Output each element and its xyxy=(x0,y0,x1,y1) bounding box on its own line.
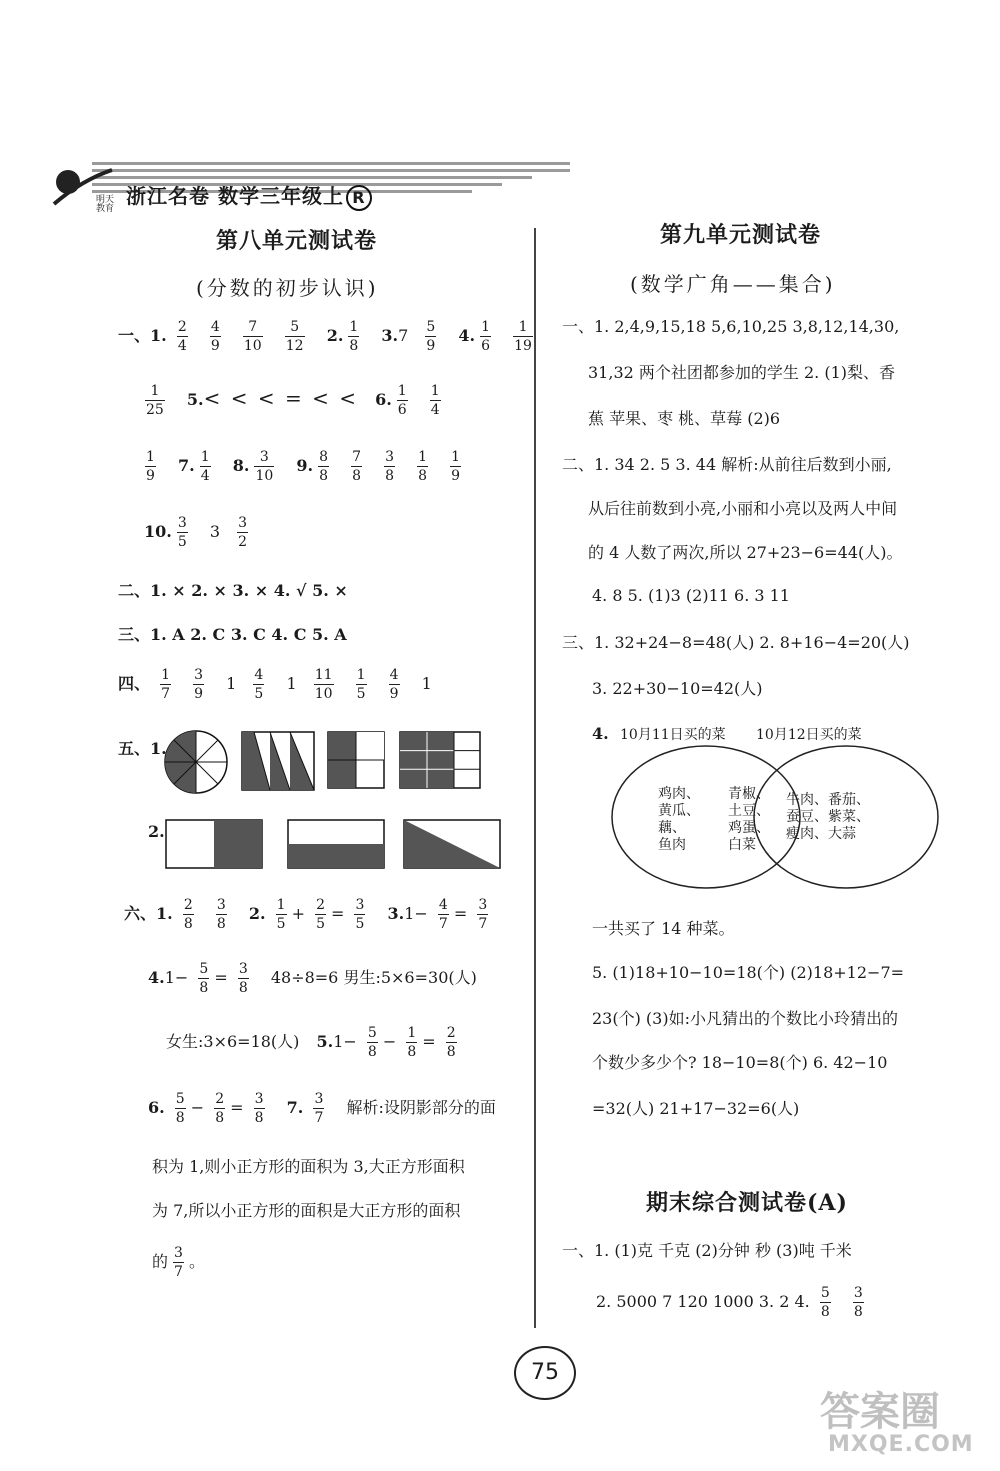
fraction: $\frac{5}{8}$ xyxy=(367,1025,377,1060)
right-line-1: 31,32 两个社团都参加的学生 2. (1)梨、香 xyxy=(588,363,895,382)
figure-circle-shaded xyxy=(162,728,230,796)
figure-rect-diagonal xyxy=(402,818,502,870)
left-s5-label2: 2. xyxy=(148,822,165,841)
fraction: $\frac{2}{8}$ xyxy=(215,1091,225,1126)
left-s6-line6: 为 7,所以小正方形的面积是大正方形的面积 xyxy=(152,1201,461,1220)
fraction: $\frac{3}{7}$ xyxy=(314,1091,324,1126)
right-line-6: 4. 8 5. (1)3 (2)11 6. 3 11 xyxy=(592,586,790,605)
right-line-0: 一、1. 2,4,9,15,18 5,6,10,25 3,8,12,14,30, xyxy=(562,317,900,336)
fraction: $\frac{8}{8}$ xyxy=(319,449,328,484)
right-line2-3: 个数少多少个? 18−10=8(个) 6. 42−10 xyxy=(592,1053,888,1072)
figure-square-quarters xyxy=(326,730,386,790)
fraction: $\frac{1}{8}$ xyxy=(418,449,428,484)
left-s6-line5: 积为 1,则小正方形的面积为 3,大正方形面积 xyxy=(152,1157,465,1176)
fraction: $\frac{1}{7}$ xyxy=(161,667,171,702)
left-s6-line4: 6. $\frac{5}{8}$ − $\frac{2}{8}$ = $\frac{3}{8}$ 7. $\frac{3}{7}$ 解析:设阴影部分的面 xyxy=(148,1091,496,1126)
fraction: $\frac{2}{4}$ xyxy=(177,319,187,354)
fraction: $\frac{3}{8}$ xyxy=(853,1285,863,1320)
right-line2-4: =32(人) 21+17−32=6(人) xyxy=(592,1099,800,1118)
right-title: 第九单元测试卷 xyxy=(660,222,822,248)
header-title xyxy=(126,180,372,211)
fraction: $\frac{3}{5}$ xyxy=(355,897,365,932)
watermark-text: 答案圈 xyxy=(820,1389,940,1435)
fraction: $\frac{3}{8}$ xyxy=(238,961,248,996)
watermark-url-text: MXQE.COM xyxy=(828,1432,974,1457)
left-s3: 三、1. A 2. C 3. C 4. C 5. A xyxy=(118,625,347,644)
fraction: $\frac{1}{8}$ xyxy=(349,319,359,354)
logo-line-2: 教育 xyxy=(96,204,115,214)
fraction: $\frac{1}{9}$ xyxy=(146,449,155,484)
left-s6-line3: 女生:3×6=18(人) 5.1− $\frac{5}{8}$ − $\frac{1}{8}$ = $\frac{2}{8}$ xyxy=(166,1025,456,1060)
figure-grid-rect xyxy=(398,730,482,790)
right-subtitle: (数学广角——集合) xyxy=(630,272,836,296)
fraction: $\frac{1}{5}$ xyxy=(276,897,286,932)
fraction: $\frac{1}{4}$ xyxy=(430,383,440,418)
left-s6-line2: 4.1− $\frac{5}{8}$ = $\frac{3}{8}$ 48÷8=6 男生:5×6=30(人) xyxy=(148,961,477,996)
fraction: $\frac{3}{10}$ xyxy=(255,449,274,484)
fraction: $\frac{2}{8}$ xyxy=(183,897,193,932)
venn-middle-items: 青椒、 土豆、 鸡蛋、 白菜 xyxy=(728,786,770,853)
right-line2-0: 一共买了 14 种菜。 xyxy=(592,919,735,938)
fraction: $\frac{1}{8}$ xyxy=(407,1025,417,1060)
fraction: $\frac{4}{9}$ xyxy=(210,319,220,354)
fraction: $\frac{1}{19}$ xyxy=(514,319,532,354)
final-exam-title: 期末综合测试卷(A) xyxy=(646,1190,848,1216)
fraction: $\frac{7}{10}$ xyxy=(243,319,262,354)
left-s1-line3: $\frac{1}{9}$ 7. $\frac{1}{4}$ 8. $\frac{3}{10}$ 9. $\frac{8}{8}$ $\frac{7}{8}$ $\frac{3}{8}$ $\frac{1}{8}$ $\frac{1}{9}$ xyxy=(146,449,461,484)
final-line-2: 2. 5000 7 120 1000 3. 2 4. $\frac{5}{8}$ $\frac{3}{8}$ xyxy=(596,1285,863,1320)
fraction: $\frac{3}{5}$ xyxy=(177,515,187,550)
watermark-url xyxy=(828,1432,974,1457)
left-s1-line2: $\frac{1}{25}$ 5.< < < = < < 6. $\frac{1}{6}$ $\frac{1}{4}$ xyxy=(146,383,440,418)
figure-parallelogram xyxy=(240,730,316,792)
fraction: $\frac{3}{2}$ xyxy=(238,515,248,550)
fraction: $\frac{5}{8}$ xyxy=(199,961,209,996)
left-s5-label1: 五、1. xyxy=(118,739,167,758)
final-line-1: 一、1. (1)克 千克 (2)分钟 秒 (3)吨 千米 xyxy=(562,1241,852,1260)
watermark-logo xyxy=(820,1380,940,1437)
fraction: $\frac{5}{12}$ xyxy=(285,319,304,354)
right-line-5: 的 4 人数了两次,所以 27+23−6=44(人)。 xyxy=(588,543,903,562)
right-line-8: 3. 22+30−10=42(人) xyxy=(592,679,763,698)
left-subtitle: (分数的初步认识) xyxy=(196,276,379,300)
venn-label-b: 10月12日买的菜 xyxy=(756,727,862,743)
fraction: $\frac{4}{7}$ xyxy=(438,897,448,932)
fraction: $\frac{2}{8}$ xyxy=(446,1025,456,1060)
fraction: $\frac{5}{8}$ xyxy=(820,1285,830,1320)
venn-label-a: 10月11日买的菜 xyxy=(620,727,726,743)
venn-right-items: 牛肉、番茄、 蚕豆、紫菜、 瘦肉、大蒜 xyxy=(786,792,870,842)
fraction: $\frac{3}{8}$ xyxy=(254,1091,264,1126)
fraction: $\frac{3}{8}$ xyxy=(385,449,395,484)
fraction: $\frac{4}{9}$ xyxy=(389,667,399,702)
left-s1-line1: 一、1. $\frac{2}{4}$ $\frac{4}{9}$ $\frac{7}{10}$ $\frac{5}{12}$ 2. $\frac{1}{8}$ 3.7 $\frac{5}{9}$ 4. $\frac{1}{6}$ $\frac{1}{19}$ xyxy=(118,319,532,354)
figure-rect-half xyxy=(164,818,264,870)
fraction: $\frac{1}{6}$ xyxy=(481,319,491,354)
right-line2-2: 23(个) (3)如:小凡猜出的个数比小玲猜出的 xyxy=(592,1009,898,1028)
fraction: $\frac{7}{8}$ xyxy=(352,449,361,484)
fraction: $\frac{5}{9}$ xyxy=(426,319,436,354)
logo-line-1: 明天 xyxy=(96,195,115,205)
fraction: $\frac{3}{7}$ xyxy=(174,1245,183,1280)
logo-text xyxy=(96,196,114,214)
right-line-7: 三、1. 32+24−8=48(人) 2. 8+16−4=20(人) xyxy=(562,633,910,652)
left-s6-line1: 六、1. $\frac{2}{8}$ $\frac{3}{8}$ 2. $\frac{1}{5}$ + $\frac{2}{5}$ = $\frac{3}{5}$ 3.1− $\frac{4}{7}$ = $\frac{3}{7}$ xyxy=(124,897,488,932)
fraction: $\frac{1}{5}$ xyxy=(356,667,366,702)
left-title: 第八单元测试卷 xyxy=(216,228,378,254)
fraction: $\frac{1}{4}$ xyxy=(200,449,210,484)
right-line-4: 从后往前数到小亮,小丽和小亮以及两人中间 xyxy=(588,499,898,518)
left-s6-line7: 的 $\frac{3}{7}$ 。 xyxy=(152,1245,205,1280)
right-line-2: 蕉 苹果、枣 桃、草莓 (2)6 xyxy=(588,409,781,428)
venn-left-items: 鸡肉、 黄瓜、 藕、 鱼肉 xyxy=(658,786,700,853)
fraction: $\frac{3}{7}$ xyxy=(478,897,488,932)
venn-number: 4. xyxy=(592,724,609,743)
left-s4: 四、 $\frac{1}{7}$ $\frac{3}{9}$ 1 $\frac{4}{5}$ 1 $\frac{11}{10}$ $\frac{1}{5}$ $\frac{4}{9}$ 1 xyxy=(118,667,432,702)
fraction: $\frac{3}{9}$ xyxy=(194,667,204,702)
column-divider xyxy=(534,228,536,1328)
fraction: $\frac{5}{8}$ xyxy=(175,1091,185,1126)
right-line-3: 二、1. 34 2. 5 3. 44 解析:从前往后数到小丽, xyxy=(562,455,892,474)
header-title-text: 浙江名卷 数学三年级上 xyxy=(126,184,344,208)
left-s2: 二、1. × 2. × 3. × 4. √ 5. × xyxy=(118,581,348,600)
fraction: $\frac{1}{6}$ xyxy=(397,383,407,418)
page-number xyxy=(514,1346,576,1400)
header-badge: R xyxy=(346,185,372,211)
fraction: $\frac{1}{9}$ xyxy=(451,449,461,484)
page-number-text: 75 xyxy=(531,1360,559,1385)
figure-rect-bottom xyxy=(286,818,386,870)
fraction: $\frac{2}{5}$ xyxy=(316,897,325,932)
right-line2-1: 5. (1)18+10−10=18(个) (2)18+12−7= xyxy=(592,963,905,982)
fraction: $\frac{3}{8}$ xyxy=(216,897,226,932)
fraction: $\frac{11}{10}$ xyxy=(314,667,333,702)
fraction: $\frac{4}{5}$ xyxy=(254,667,264,702)
left-s1-line4: 10. $\frac{3}{5}$ 3 $\frac{3}{2}$ xyxy=(144,515,248,550)
fraction: $\frac{1}{25}$ xyxy=(146,383,164,418)
